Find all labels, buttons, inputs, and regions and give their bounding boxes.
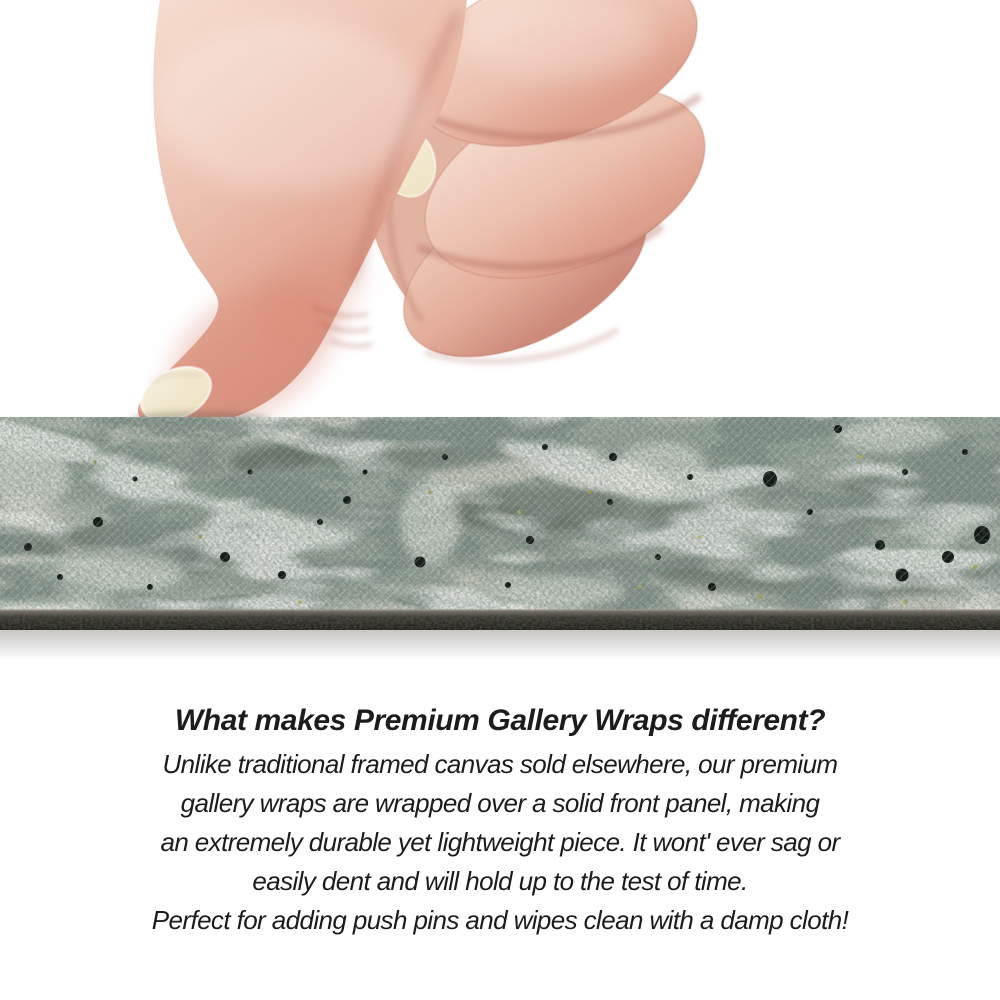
panel-edge <box>0 609 1000 630</box>
caption-heading: What makes Premium Gallery Wraps different? <box>174 704 826 737</box>
hand-pressing-canvas-photo <box>0 0 1000 424</box>
caption-line: easily dent and will hold up to the test of time. <box>252 866 748 896</box>
canvas-texture <box>0 417 1000 610</box>
caption-line: gallery wraps are wrapped over a solid front panel, making <box>180 788 820 818</box>
caption-line: Perfect for adding push pins and wipes clean with a damp cloth! <box>151 905 849 935</box>
canvas-edge-strip <box>0 417 1000 660</box>
caption-line: Unlike traditional framed canvas sold elsewhere, our premium <box>162 749 838 779</box>
strip-drop-shadow <box>0 630 1000 660</box>
caption-line: an extremely durable yet lightweight piece. It wont' ever sag or <box>160 827 840 857</box>
caption-block <box>0 697 1000 940</box>
